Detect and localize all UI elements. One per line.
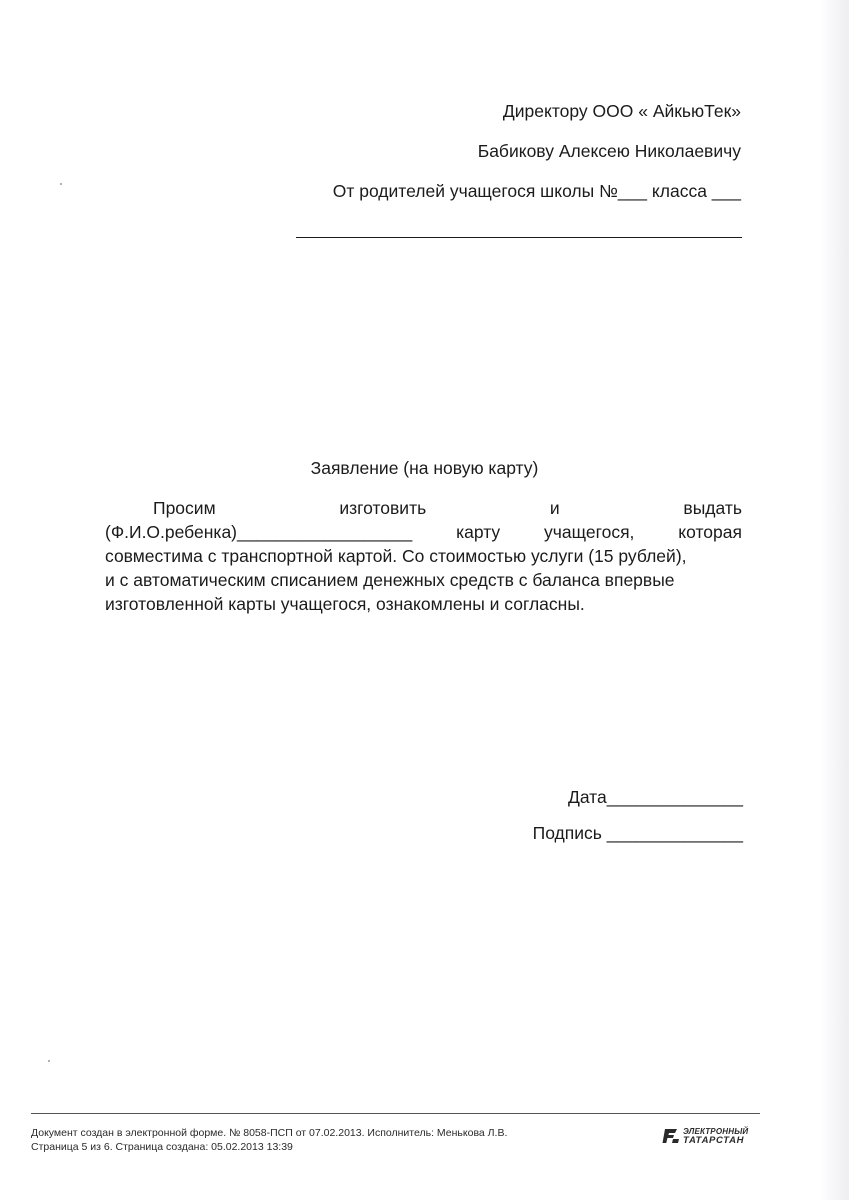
body-row-2 <box>105 520 742 544</box>
scan-speck <box>48 1060 50 1062</box>
logo-text-bottom: ТАТАРСТАН <box>683 1135 745 1146</box>
body-word: карту <box>456 522 501 542</box>
addressee-name-line: Бабикову Алексею Николаевичу <box>477 141 741 161</box>
logo-text <box>683 1127 748 1145</box>
addressee-from-line: От родителей учащегося школы №___ класса ___ <box>332 181 741 201</box>
electronic-tatarstan-logo <box>662 1124 762 1148</box>
footer-divider <box>31 1113 760 1114</box>
body-row-4: и с автоматическим списанием денежных средств с баланса впервые <box>105 570 675 590</box>
logo-mark-icon <box>662 1127 680 1145</box>
body-word: учащегося, <box>544 522 635 542</box>
body-row-3: совместима с транспортной картой. Со стоимостью услуги (15 рублей), <box>105 546 687 566</box>
footer-info <box>31 1126 591 1154</box>
footer-page-info: Страница 5 из 6. Страница создана: 05.02.2013 13:39 <box>31 1141 293 1153</box>
addressee-block <box>281 98 741 218</box>
body-word: и <box>549 498 560 518</box>
body-word: Просим <box>153 498 216 518</box>
scan-speck <box>60 183 62 185</box>
body-word: которая <box>678 522 742 542</box>
application-body <box>105 496 742 616</box>
child-name-field: (Ф.И.О.ребенка)__________________ <box>105 522 413 542</box>
document-title: Заявление (на новую карту) <box>310 458 539 478</box>
body-row-1 <box>105 496 742 520</box>
signature-block <box>443 784 743 856</box>
footer-doc-info: Документ создан в электронной форме. № 8058-ПСП от 07.02.2013. Исполнитель: Менькова Л.В. <box>31 1127 508 1139</box>
logo-text-top: ЭЛЕКТРОННЫЙ <box>683 1127 749 1136</box>
fill-in-line <box>296 237 742 238</box>
addressee-director-line: Директору ООО « АйкьюТек» <box>502 101 741 121</box>
date-field: Дата______________ <box>567 787 743 807</box>
scan-edge-shadow <box>819 0 849 1200</box>
body-word: выдать <box>683 498 742 518</box>
body-row-5: изготовленной карты учащегося, ознакомлены и согласны. <box>105 594 585 614</box>
body-word: изготовить <box>339 498 427 518</box>
signature-field: Подпись ______________ <box>532 823 743 843</box>
